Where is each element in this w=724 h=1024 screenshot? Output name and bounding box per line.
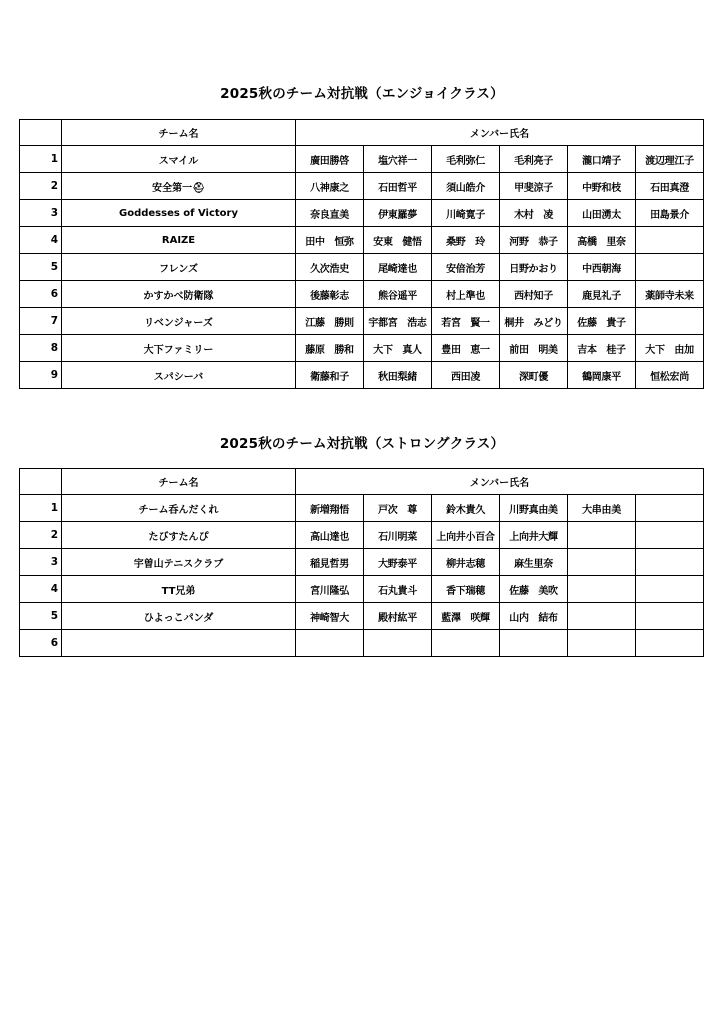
member-name-cell: 安東 健悟 — [364, 227, 432, 254]
member-name-cell: 恒松宏尚 — [636, 362, 704, 389]
member-name-cell: 香下瑞穂 — [432, 576, 500, 603]
member-name-cell: 石田真澄 — [636, 173, 704, 200]
member-name-cell: 吉本 桂子 — [568, 335, 636, 362]
member-name-cell: 衛藤和子 — [296, 362, 364, 389]
table-header-row — [20, 469, 704, 495]
member-name-cell: 殿村紘平 — [364, 603, 432, 630]
member-name-cell — [636, 522, 704, 549]
member-name-cell: 毛利弥仁 — [432, 146, 500, 173]
member-name-cell: 宮川隆弘 — [296, 576, 364, 603]
member-name-cell: 瀧口靖子 — [568, 146, 636, 173]
member-name-cell: 西田凌 — [432, 362, 500, 389]
member-name-cell — [636, 549, 704, 576]
table-row — [20, 362, 704, 389]
member-name-cell: 熊谷遥平 — [364, 281, 432, 308]
table-row — [20, 308, 704, 335]
team-name-cell: かすかべ防衛隊 — [62, 281, 296, 308]
member-name-cell — [636, 630, 704, 657]
member-name-cell: 藤原 勝和 — [296, 335, 364, 362]
member-name-cell: 桐井 みどり — [500, 308, 568, 335]
member-name-cell: 大野泰平 — [364, 549, 432, 576]
team-name-cell: スパシーバ — [62, 362, 296, 389]
team-name-cell: RAIZE — [62, 227, 296, 254]
member-name-cell: 甲斐涼子 — [500, 173, 568, 200]
member-name-cell: 日野かおり — [500, 254, 568, 281]
member-name-cell — [568, 549, 636, 576]
member-name-cell: 石田哲平 — [364, 173, 432, 200]
member-name-cell: 若宮 賢一 — [432, 308, 500, 335]
row-number: 3 — [20, 549, 62, 576]
member-name-cell: 尾崎達也 — [364, 254, 432, 281]
member-name-cell: 伊東羅夢 — [364, 200, 432, 227]
member-name-cell — [636, 495, 704, 522]
row-number: 6 — [20, 630, 62, 657]
member-name-cell: 大下 真人 — [364, 335, 432, 362]
member-name-cell: 神崎智大 — [296, 603, 364, 630]
table-row — [20, 549, 704, 576]
member-name-cell: 河野 恭子 — [500, 227, 568, 254]
team-name-cell: 宇曽山テニスクラブ — [62, 549, 296, 576]
header-team-name: チーム名 — [62, 120, 296, 146]
member-name-cell — [364, 630, 432, 657]
member-name-cell: 久次浩史 — [296, 254, 364, 281]
row-number: 4 — [20, 576, 62, 603]
member-name-cell: 麻生里奈 — [500, 549, 568, 576]
row-number: 3 — [20, 200, 62, 227]
member-name-cell: 西村知子 — [500, 281, 568, 308]
member-name-cell: 戸次 尊 — [364, 495, 432, 522]
header-team-name: チーム名 — [62, 469, 296, 495]
member-name-cell: 高橋 里奈 — [568, 227, 636, 254]
member-name-cell: 大下 由加 — [636, 335, 704, 362]
row-number: 5 — [20, 254, 62, 281]
member-name-cell: 柳井志穂 — [432, 549, 500, 576]
team-name-cell: 安全第一⛑ — [62, 173, 296, 200]
member-name-cell: 川野真由美 — [500, 495, 568, 522]
team-name-cell: スマイル — [62, 146, 296, 173]
member-name-cell — [636, 603, 704, 630]
team-name-cell: たびすたんぴ — [62, 522, 296, 549]
table-row — [20, 173, 704, 200]
table-row — [20, 227, 704, 254]
member-name-cell: 山内 結布 — [500, 603, 568, 630]
member-name-cell: 須山皓介 — [432, 173, 500, 200]
strong-class-table — [19, 468, 704, 657]
member-name-cell: 田中 恒弥 — [296, 227, 364, 254]
member-name-cell — [568, 630, 636, 657]
member-name-cell — [568, 576, 636, 603]
member-name-cell: 上向井小百合 — [432, 522, 500, 549]
row-number: 4 — [20, 227, 62, 254]
member-name-cell: 高山達也 — [296, 522, 364, 549]
member-name-cell: 川崎寛子 — [432, 200, 500, 227]
table-row — [20, 146, 704, 173]
team-name-cell: Goddesses of Victory — [62, 200, 296, 227]
member-name-cell — [296, 630, 364, 657]
member-name-cell: 田島景介 — [636, 200, 704, 227]
team-name-cell: フレンズ — [62, 254, 296, 281]
member-name-cell — [636, 308, 704, 335]
member-name-cell: 前田 明美 — [500, 335, 568, 362]
member-name-cell: 大串由美 — [568, 495, 636, 522]
row-number: 8 — [20, 335, 62, 362]
table-row — [20, 335, 704, 362]
team-name-cell: TT兄弟 — [62, 576, 296, 603]
member-name-cell: 鈴木貴久 — [432, 495, 500, 522]
member-name-cell: 塩穴祥一 — [364, 146, 432, 173]
table-row — [20, 603, 704, 630]
table-row — [20, 281, 704, 308]
table-header-row — [20, 120, 704, 146]
member-name-cell: 深町優 — [500, 362, 568, 389]
strong-class-title: 2025秋のチーム対抗戦（ストロングクラス） — [219, 436, 505, 452]
member-name-cell: 佐藤 貴子 — [568, 308, 636, 335]
member-name-cell: 廣田勝啓 — [296, 146, 364, 173]
member-name-cell: 桑野 玲 — [432, 227, 500, 254]
member-name-cell: 新増翔悟 — [296, 495, 364, 522]
member-name-cell: 秋田梨緒 — [364, 362, 432, 389]
team-name-cell — [62, 630, 296, 657]
member-name-cell: 薬師寺未来 — [636, 281, 704, 308]
member-name-cell: 鹿見礼子 — [568, 281, 636, 308]
member-name-cell: 宇都宮 浩志 — [364, 308, 432, 335]
member-name-cell: 中野和枝 — [568, 173, 636, 200]
team-name-cell: リベンジャーズ — [62, 308, 296, 335]
member-name-cell: 豊田 恵一 — [432, 335, 500, 362]
member-name-cell: 上向井大輝 — [500, 522, 568, 549]
header-number-cell — [20, 469, 62, 495]
row-number: 9 — [20, 362, 62, 389]
member-name-cell — [432, 630, 500, 657]
enjoy-class-title: 2025秋のチーム対抗戦（エンジョイクラス） — [220, 86, 504, 102]
member-name-cell: 稲見哲男 — [296, 549, 364, 576]
team-name-cell: ひよっこパンダ — [62, 603, 296, 630]
strong-table-body — [20, 469, 704, 657]
member-name-cell — [636, 576, 704, 603]
member-name-cell: 奈良直美 — [296, 200, 364, 227]
table-row — [20, 630, 704, 657]
member-name-cell: 藍澤 咲輝 — [432, 603, 500, 630]
member-name-cell — [500, 630, 568, 657]
enjoy-table-body — [20, 120, 704, 389]
row-number: 6 — [20, 281, 62, 308]
row-number: 1 — [20, 495, 62, 522]
team-name-cell: チーム呑んだくれ — [62, 495, 296, 522]
table-row — [20, 522, 704, 549]
member-name-cell — [636, 227, 704, 254]
member-name-cell: 中西朝海 — [568, 254, 636, 281]
table-row — [20, 200, 704, 227]
member-name-cell: 毛利亮子 — [500, 146, 568, 173]
member-name-cell: 山田湧太 — [568, 200, 636, 227]
member-name-cell: 石丸貴斗 — [364, 576, 432, 603]
member-name-cell: 渡辺理江子 — [636, 146, 704, 173]
member-name-cell: 後藤彰志 — [296, 281, 364, 308]
member-name-cell: 安倍治芳 — [432, 254, 500, 281]
header-number-cell — [20, 120, 62, 146]
table-row — [20, 254, 704, 281]
member-name-cell: 村上準也 — [432, 281, 500, 308]
row-number: 2 — [20, 173, 62, 200]
member-name-cell: 佐藤 美吹 — [500, 576, 568, 603]
header-member-names: メンバー氏名 — [296, 469, 704, 495]
team-name-cell: 大下ファミリー — [62, 335, 296, 362]
row-number: 2 — [20, 522, 62, 549]
member-name-cell: 江藤 勝則 — [296, 308, 364, 335]
row-number: 7 — [20, 308, 62, 335]
member-name-cell — [636, 254, 704, 281]
member-name-cell: 木村 凌 — [500, 200, 568, 227]
table-row — [20, 576, 704, 603]
row-number: 5 — [20, 603, 62, 630]
member-name-cell: 石川明菜 — [364, 522, 432, 549]
member-name-cell: 鶴岡康平 — [568, 362, 636, 389]
member-name-cell: 八神康之 — [296, 173, 364, 200]
enjoy-class-table — [19, 119, 704, 389]
row-number: 1 — [20, 146, 62, 173]
header-member-names: メンバー氏名 — [296, 120, 704, 146]
member-name-cell — [568, 522, 636, 549]
member-name-cell — [568, 603, 636, 630]
table-row — [20, 495, 704, 522]
